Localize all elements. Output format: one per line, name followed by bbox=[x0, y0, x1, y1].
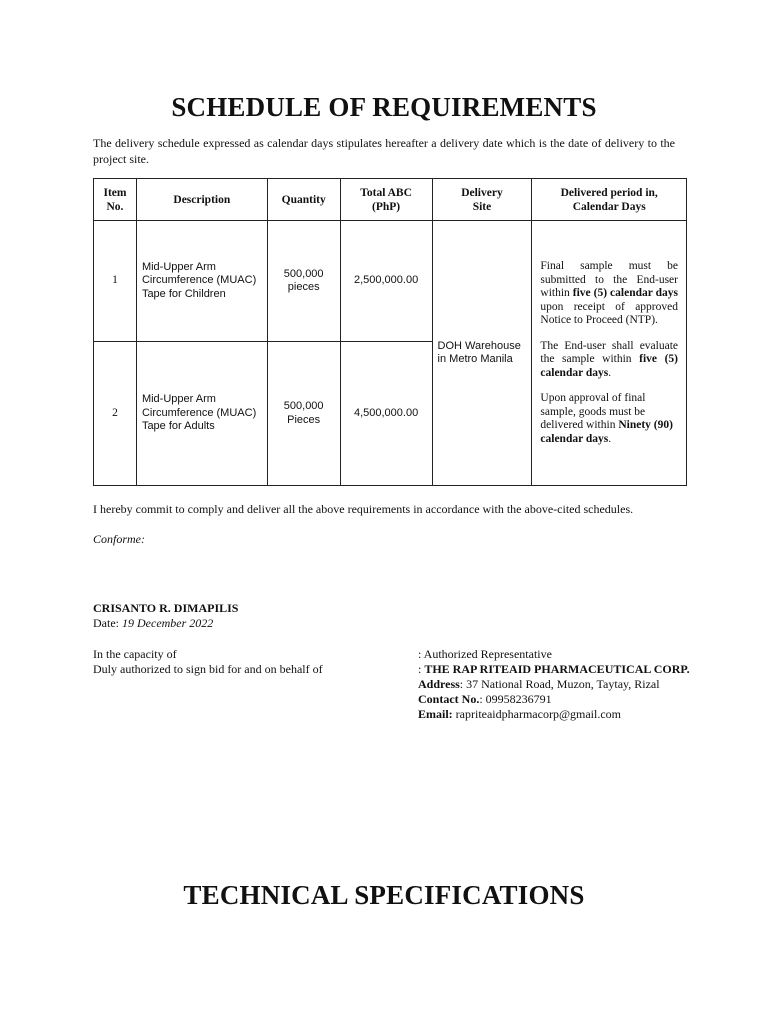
header-description: Description bbox=[136, 179, 267, 221]
header-total-abc: Total ABC (PhP) bbox=[340, 179, 432, 221]
quantity-cell: 500,000 Pieces bbox=[267, 342, 340, 486]
table-header-row bbox=[94, 179, 687, 221]
schedule-table bbox=[93, 178, 687, 486]
period-paragraph-3: Upon approval of final sample, goods must be delivered within Ninety (90) calendar days. bbox=[540, 392, 673, 445]
address-line: Address: 37 National Road, Muzon, Taytay, Rizal bbox=[418, 677, 660, 691]
page-title: SCHEDULE OF REQUIREMENTS bbox=[171, 92, 597, 122]
total-abc-cell: 4,500,000.00 bbox=[340, 342, 432, 486]
description-cell: Mid-Upper Arm Circumference (MUAC) Tape for Adults bbox=[136, 342, 267, 486]
description-cell: Mid-Upper Arm Circumference (MUAC) Tape for Children bbox=[136, 221, 267, 342]
period-paragraph-2: The End-user shall evaluate the sample within five (5) calendar days. bbox=[540, 339, 679, 379]
quantity-cell: 500,000 pieces bbox=[267, 221, 340, 342]
header-item-no: Item No. bbox=[94, 179, 137, 221]
capacity-value: : Authorized Representative bbox=[418, 647, 552, 661]
header-delivered-period: Delivered period in, Calendar Days bbox=[532, 179, 687, 221]
delivery-site-cell: DOH Warehouse in Metro Manila bbox=[432, 221, 532, 486]
intro-paragraph: The delivery schedule expressed as calendar days stipulates hereafter a delivery date which is the date of delivery to the project site. bbox=[93, 136, 675, 166]
signer-name: CRISANTO R. DIMAPILIS bbox=[93, 601, 239, 615]
conforme-label: Conforme: bbox=[93, 532, 145, 546]
header-quantity: Quantity bbox=[267, 179, 340, 221]
authorized-label: Duly authorized to sign bid for and on behalf of bbox=[93, 662, 323, 676]
date-line: Date: 19 December 2022 bbox=[93, 616, 214, 630]
header-delivery-site: Delivery Site bbox=[432, 179, 532, 221]
email-line: Email: rapriteaidpharmacorp@gmail.com bbox=[418, 707, 621, 721]
commitment-statement: I hereby commit to comply and deliver all the above requirements in accordance with the above-cited schedules. bbox=[93, 502, 634, 516]
total-abc-cell: 2,500,000.00 bbox=[340, 221, 432, 342]
table-row bbox=[94, 221, 687, 342]
delivered-period-cell bbox=[532, 221, 687, 486]
company-line: : THE RAP RITEAID PHARMACEUTICAL CORP. bbox=[418, 662, 690, 676]
section-title: TECHNICAL SPECIFICATIONS bbox=[183, 880, 585, 910]
period-paragraph-1: Final sample must be submitted to the End-user within five (5) calendar days upon receipt of approved Notice to Proceed (NTP). bbox=[540, 260, 678, 326]
contact-line: Contact No.: 09958236791 bbox=[418, 692, 552, 706]
capacity-label: In the capacity of bbox=[93, 647, 177, 661]
item-no-cell: 2 bbox=[94, 342, 137, 486]
item-no-cell: 1 bbox=[94, 221, 137, 342]
